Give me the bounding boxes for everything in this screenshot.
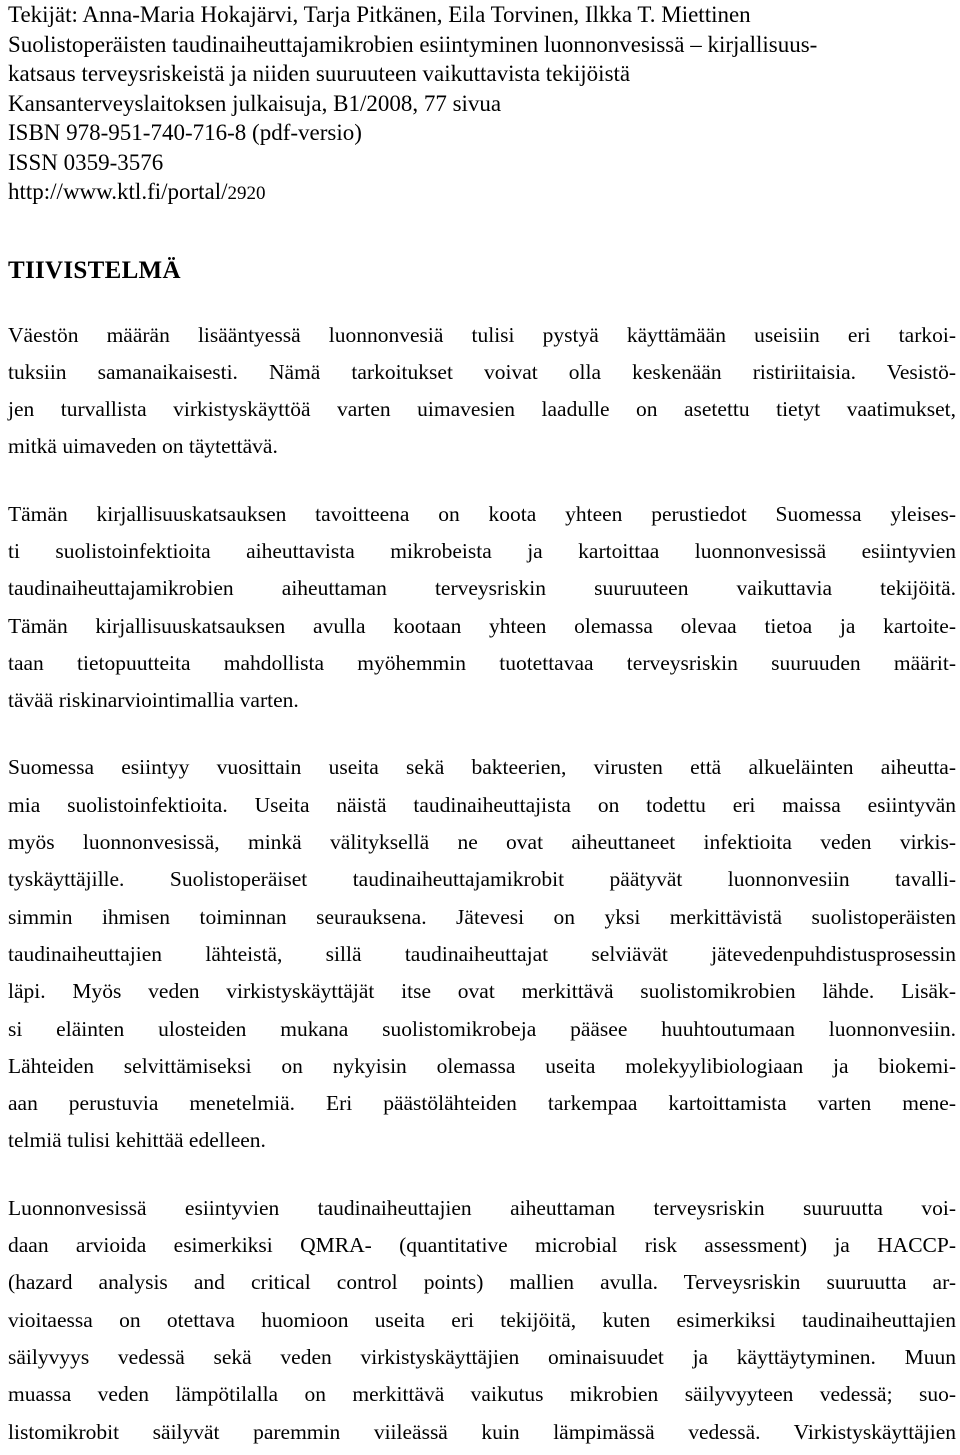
paragraph-line: taan tietopuutteita mahdollista myöhemmin tuotettavaa terveysriskin suuruuden määrit- — [8, 650, 956, 675]
issn-line: ISSN 0359-3576 — [8, 149, 164, 175]
paragraph-line: daan arvioida esimerkiksi QMRA- (quantitative microbial risk assessment) ja HACCP- — [8, 1233, 956, 1258]
paragraph-line: Tämän kirjallisuuskatsauksen tavoitteena on koota yhteen perustiedot Suomessa yleises- — [8, 501, 956, 526]
authors-line: Tekijät: Anna-Maria Hokajärvi, Tarja Pitkänen, Eila Torvinen, Ilkka T. Miettinen — [8, 2, 751, 27]
paragraph-line: taudinaiheuttajien lähteistä, sillä taudinaiheuttajat selviävät jätevedenpuhdistusprosessin — [8, 941, 956, 966]
paragraph-3 — [8, 749, 956, 1159]
paragraph-line: säilyvyys vedessä sekä veden virkistyskäyttäjien ominaisuudet ja käyttäytyminen. Muun — [8, 1344, 956, 1369]
paragraph-line: aan perustuvia menetelmiä. Eri päästölähteiden tarkempaa kartoittamista varten mene- — [8, 1091, 956, 1116]
paragraph-line: taudinaiheuttajamikrobien aiheuttaman terveysriskin suuruuteen vaikuttavia tekijöitä. — [8, 576, 956, 601]
paragraph-4 — [8, 1190, 956, 1451]
paragraph-line: tävää riskinarviointimallia varten. — [8, 688, 299, 713]
paragraph-line: telmiä tulisi kehittää edelleen. — [8, 1128, 266, 1153]
abstract-body — [8, 317, 956, 1451]
paragraph-line: (hazard analysis and critical control points) mallien avulla. Terveysriskin suuruutta ar- — [8, 1270, 956, 1295]
section-heading: TIIVISTELMÄ — [8, 256, 181, 284]
paragraph-2 — [8, 496, 956, 720]
url-prefix: http://www.ktl.fi/portal/ — [8, 179, 228, 204]
document-page — [8, 0, 956, 1451]
paragraph-line: Väestön määrän lisääntyessä luonnonvesiä tulisi pystyä käyttämään useisiin eri tarkoi- — [8, 322, 956, 347]
paragraph-1 — [8, 317, 956, 466]
url-line[interactable] — [8, 177, 956, 209]
paragraph-line: läpi. Myös veden virkistyskäyttäjät itse ovat merkittävä suolistomikrobien lähde. Lisäk- — [8, 979, 956, 1004]
paragraph-line: tyskäyttäjille. Suolistoperäiset taudinaiheuttajamikrobit päätyvät luonnonvesiin tavalli- — [8, 867, 956, 892]
publication-line: Kansanterveyslaitoksen julkaisuja, B1/2008, 77 sivua — [8, 90, 502, 116]
paragraph-line: mia suolistoinfektioita. Useita näistä taudinaiheuttajista on todettu eri maissa esiintyvän — [8, 792, 956, 817]
paragraph-line: myös luonnonvesissä, minkä välityksellä ne ovat aiheuttaneet infektioita veden virkis- — [8, 830, 956, 855]
paragraph-line: tuksiin samanaikaisesti. Nämä tarkoitukset voivat olla keskenään ristiriitaisia. Vesistö- — [8, 359, 956, 384]
paragraph-line: simmin ihmisen toiminnan seurauksena. Jätevesi on yksi merkittävistä suolistoperäisten — [8, 904, 956, 929]
paragraph-line: Tämän kirjallisuuskatsauksen avulla kootaan yhteen olemassa olevaa tietoa ja kartoite- — [8, 613, 956, 638]
paragraph-line: Lähteiden selvittämiseksi on nykyisin olemassa useita molekyylibiologiaan ja biokemi- — [8, 1053, 956, 1078]
paragraph-line: mitkä uimaveden on täytettävä. — [8, 434, 278, 459]
title-line-2: katsaus terveysriskeistä ja niiden suuruuteen vaikuttavista tekijöistä — [8, 61, 631, 86]
url-suffix: 2920 — [227, 183, 266, 204]
paragraph-line: vioitaessa on otettava huomioon useita eri tekijöitä, kuten esimerkiksi taudinaiheuttajien — [8, 1307, 956, 1332]
paragraph-line: jen turvallista virkistyskäyttöä varten uimavesien laadulle on asetettu tietyt vaatimukset, — [8, 397, 956, 422]
isbn-line: ISBN 978-951-740-716-8 (pdf-versio) — [8, 120, 362, 145]
title-line-1: Suolistoperäisten taudinaiheuttajamikrobien esiintyminen luonnonvesissä – kirjallisuus- — [8, 31, 818, 57]
paragraph-line: muassa veden lämpötilalla on merkittävä vaikutus mikrobien säilyvyyteen vedessä; suo- — [8, 1382, 956, 1407]
paragraph-line: Suomessa esiintyy vuosittain useita sekä bakteerien, virusten että alkueläinten aiheutta- — [8, 755, 956, 780]
paragraph-line: Luonnonvesissä esiintyvien taudinaiheuttajien aiheuttaman terveysriskin suuruutta voi- — [8, 1195, 956, 1220]
paragraph-line: listomikrobit säilyvät paremmin viileässä kuin lämpimässä vedessä. Virkistyskäyttäjien — [8, 1419, 956, 1444]
paragraph-line: ti suolistoinfektioita aiheuttavista mikrobeista ja kartoittaa luonnonvesissä esiintyvien — [8, 538, 956, 563]
paragraph-line: si eläinten ulosteiden mukana suolistomikrobeja pääsee huuhtoutumaan luonnonvesiin. — [8, 1016, 956, 1041]
publication-metadata — [8, 0, 956, 209]
